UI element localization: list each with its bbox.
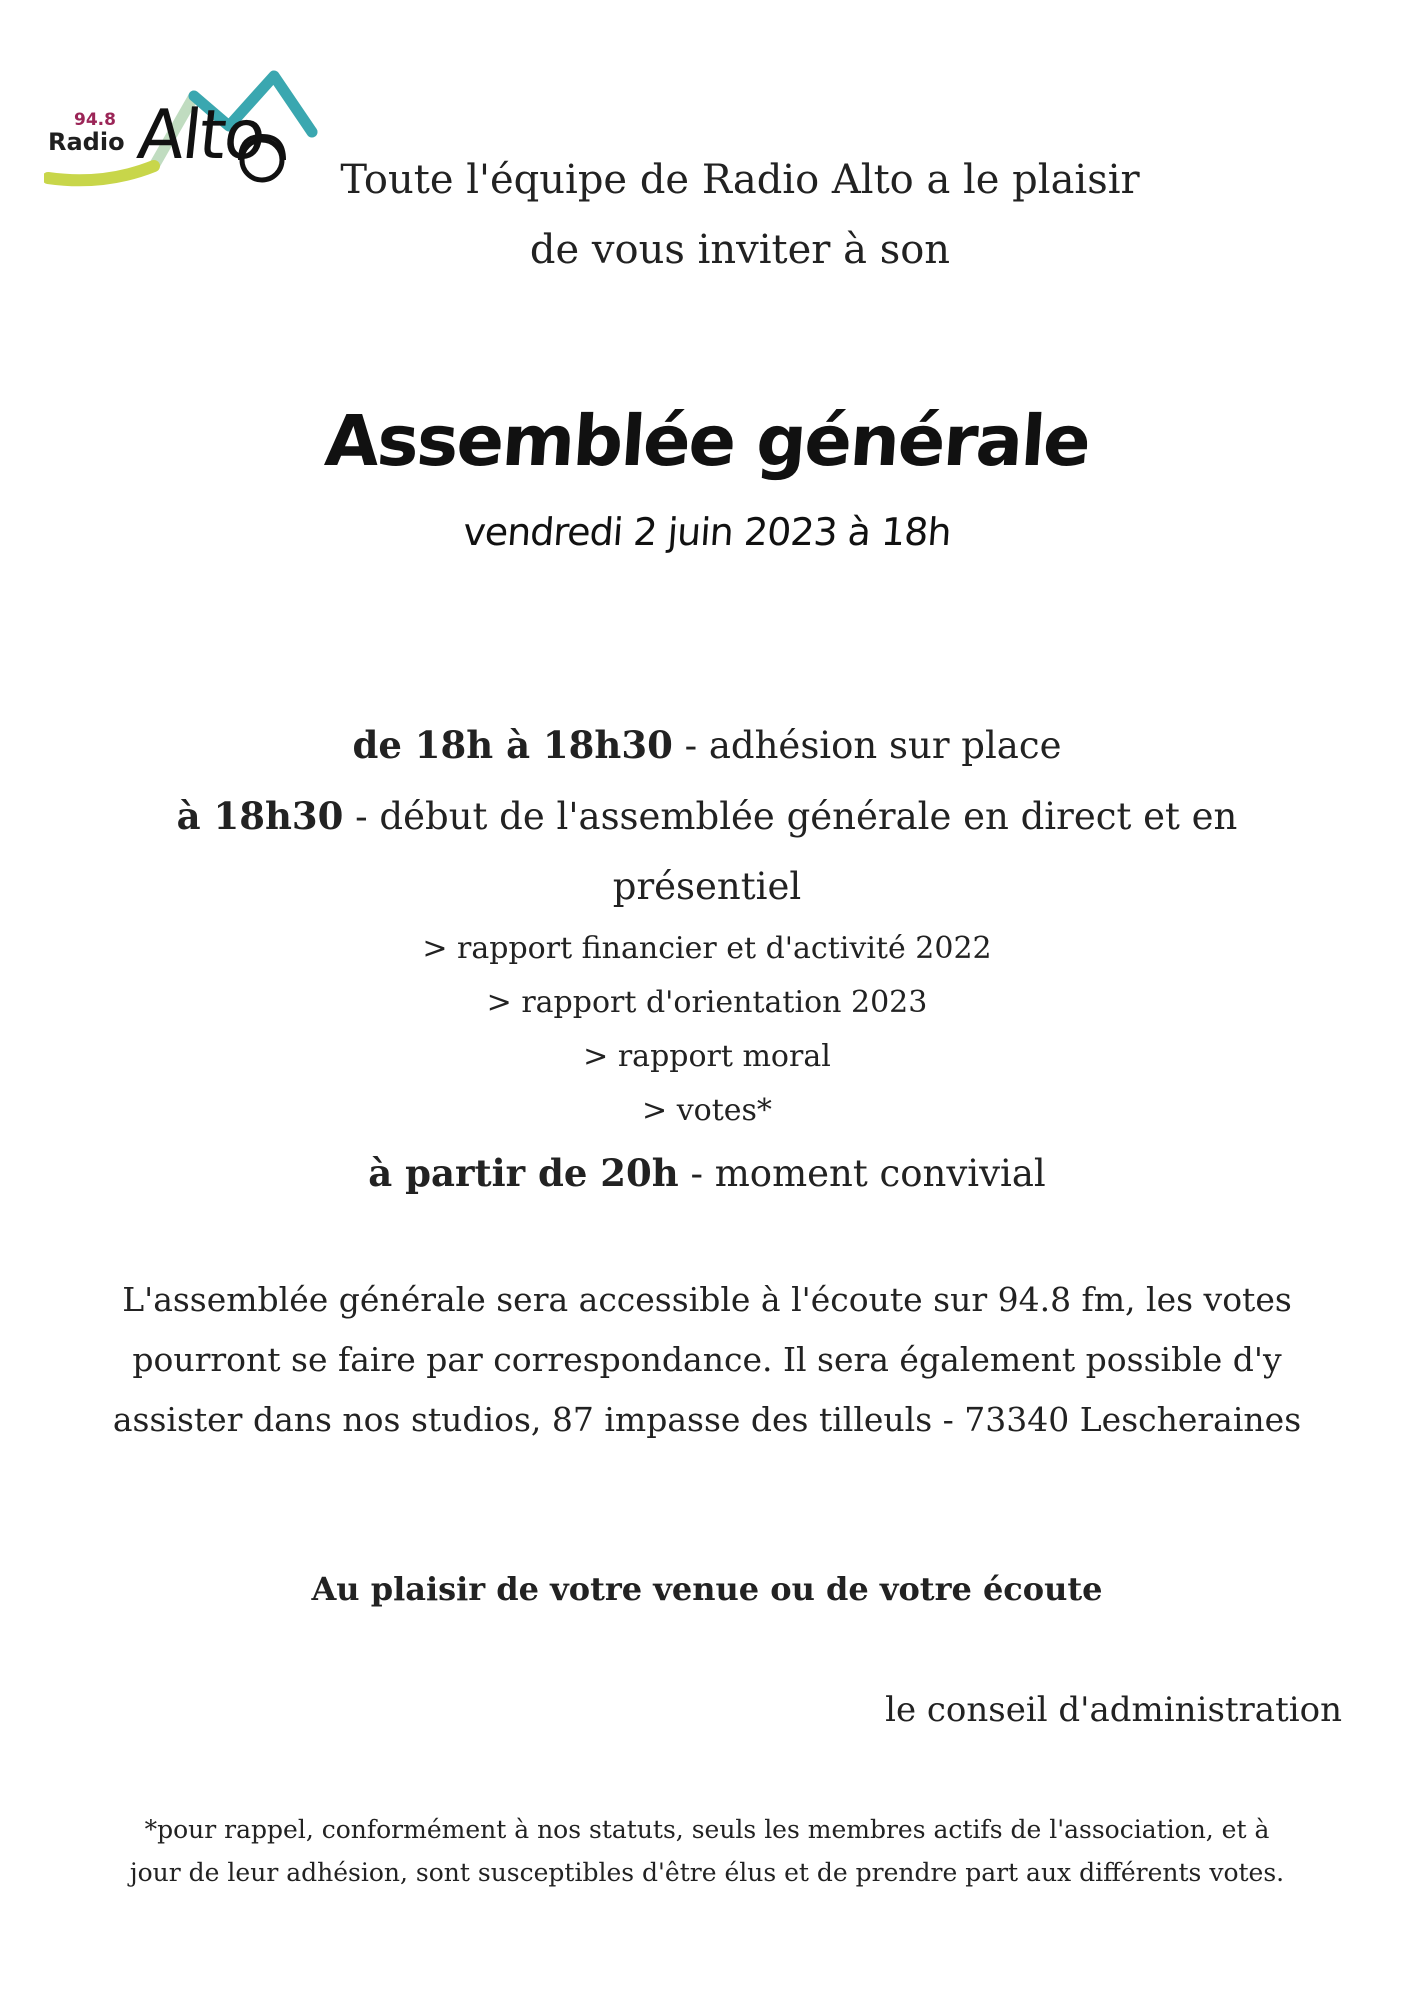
info-line-2: pourront se faire par correspondance. Il sera également possible d'y [132,1340,1282,1379]
logo-frequency: 94.8 [74,110,116,130]
footnote [100,1808,1314,1894]
program-item-text: - moment convivial [678,1152,1046,1195]
program-item-text: - début de l'assemblée générale en direct et en [343,795,1238,838]
logo-alto-text: Alto [133,96,268,175]
program-item-time: à partir de 20h [368,1151,679,1195]
program-item-text: - adhésion sur place [672,724,1062,767]
intro-text [300,145,1180,285]
program-item-assembly-continued: présentiel [612,865,802,908]
program [100,710,1314,1209]
intro-line-1: Toute l'équipe de Radio Alto a le plaisir [340,157,1140,203]
event-date: vendredi 2 juin 2023 à 18h [461,510,953,554]
program-item-membership [100,710,1314,781]
program-item-time: à 18h30 [176,794,344,838]
logo-radio-text: Radio [48,128,125,156]
radio-alto-logo [44,66,320,196]
intro-line-2: de vous inviter à son [529,227,951,273]
program-item-time: de 18h à 18h30 [352,723,673,767]
program-item-social [100,1138,1314,1209]
agenda-item: > rapport financier et d'activité 2022 [422,931,992,966]
event-title: Assemblée générale [322,400,1092,482]
info-paragraph [60,1270,1354,1450]
signature: le conseil d'administration [885,1690,1342,1730]
footnote-line-2: jour de leur adhésion, sont susceptibles d'être élus et de prendre part aux différents votes. [129,1858,1285,1887]
footnote-line-1: *pour rappel, conformément à nos statuts, seuls les membres actifs de l'association, et à [144,1815,1270,1844]
agenda-item: > rapport moral [583,1039,831,1074]
program-item-assembly [100,781,1314,852]
info-line-3: assister dans nos studios, 87 impasse des tilleuls - 73340 Lescheraines [112,1400,1302,1439]
agenda-item: > votes* [642,1093,772,1128]
info-line-1: L'assemblée générale sera accessible à l'écoute sur 94.8 fm, les votes [122,1280,1292,1319]
agenda-item: > rapport d'orientation 2023 [486,985,928,1020]
closing-text: Au plaisir de votre venue ou de votre écoute [311,1570,1103,1608]
